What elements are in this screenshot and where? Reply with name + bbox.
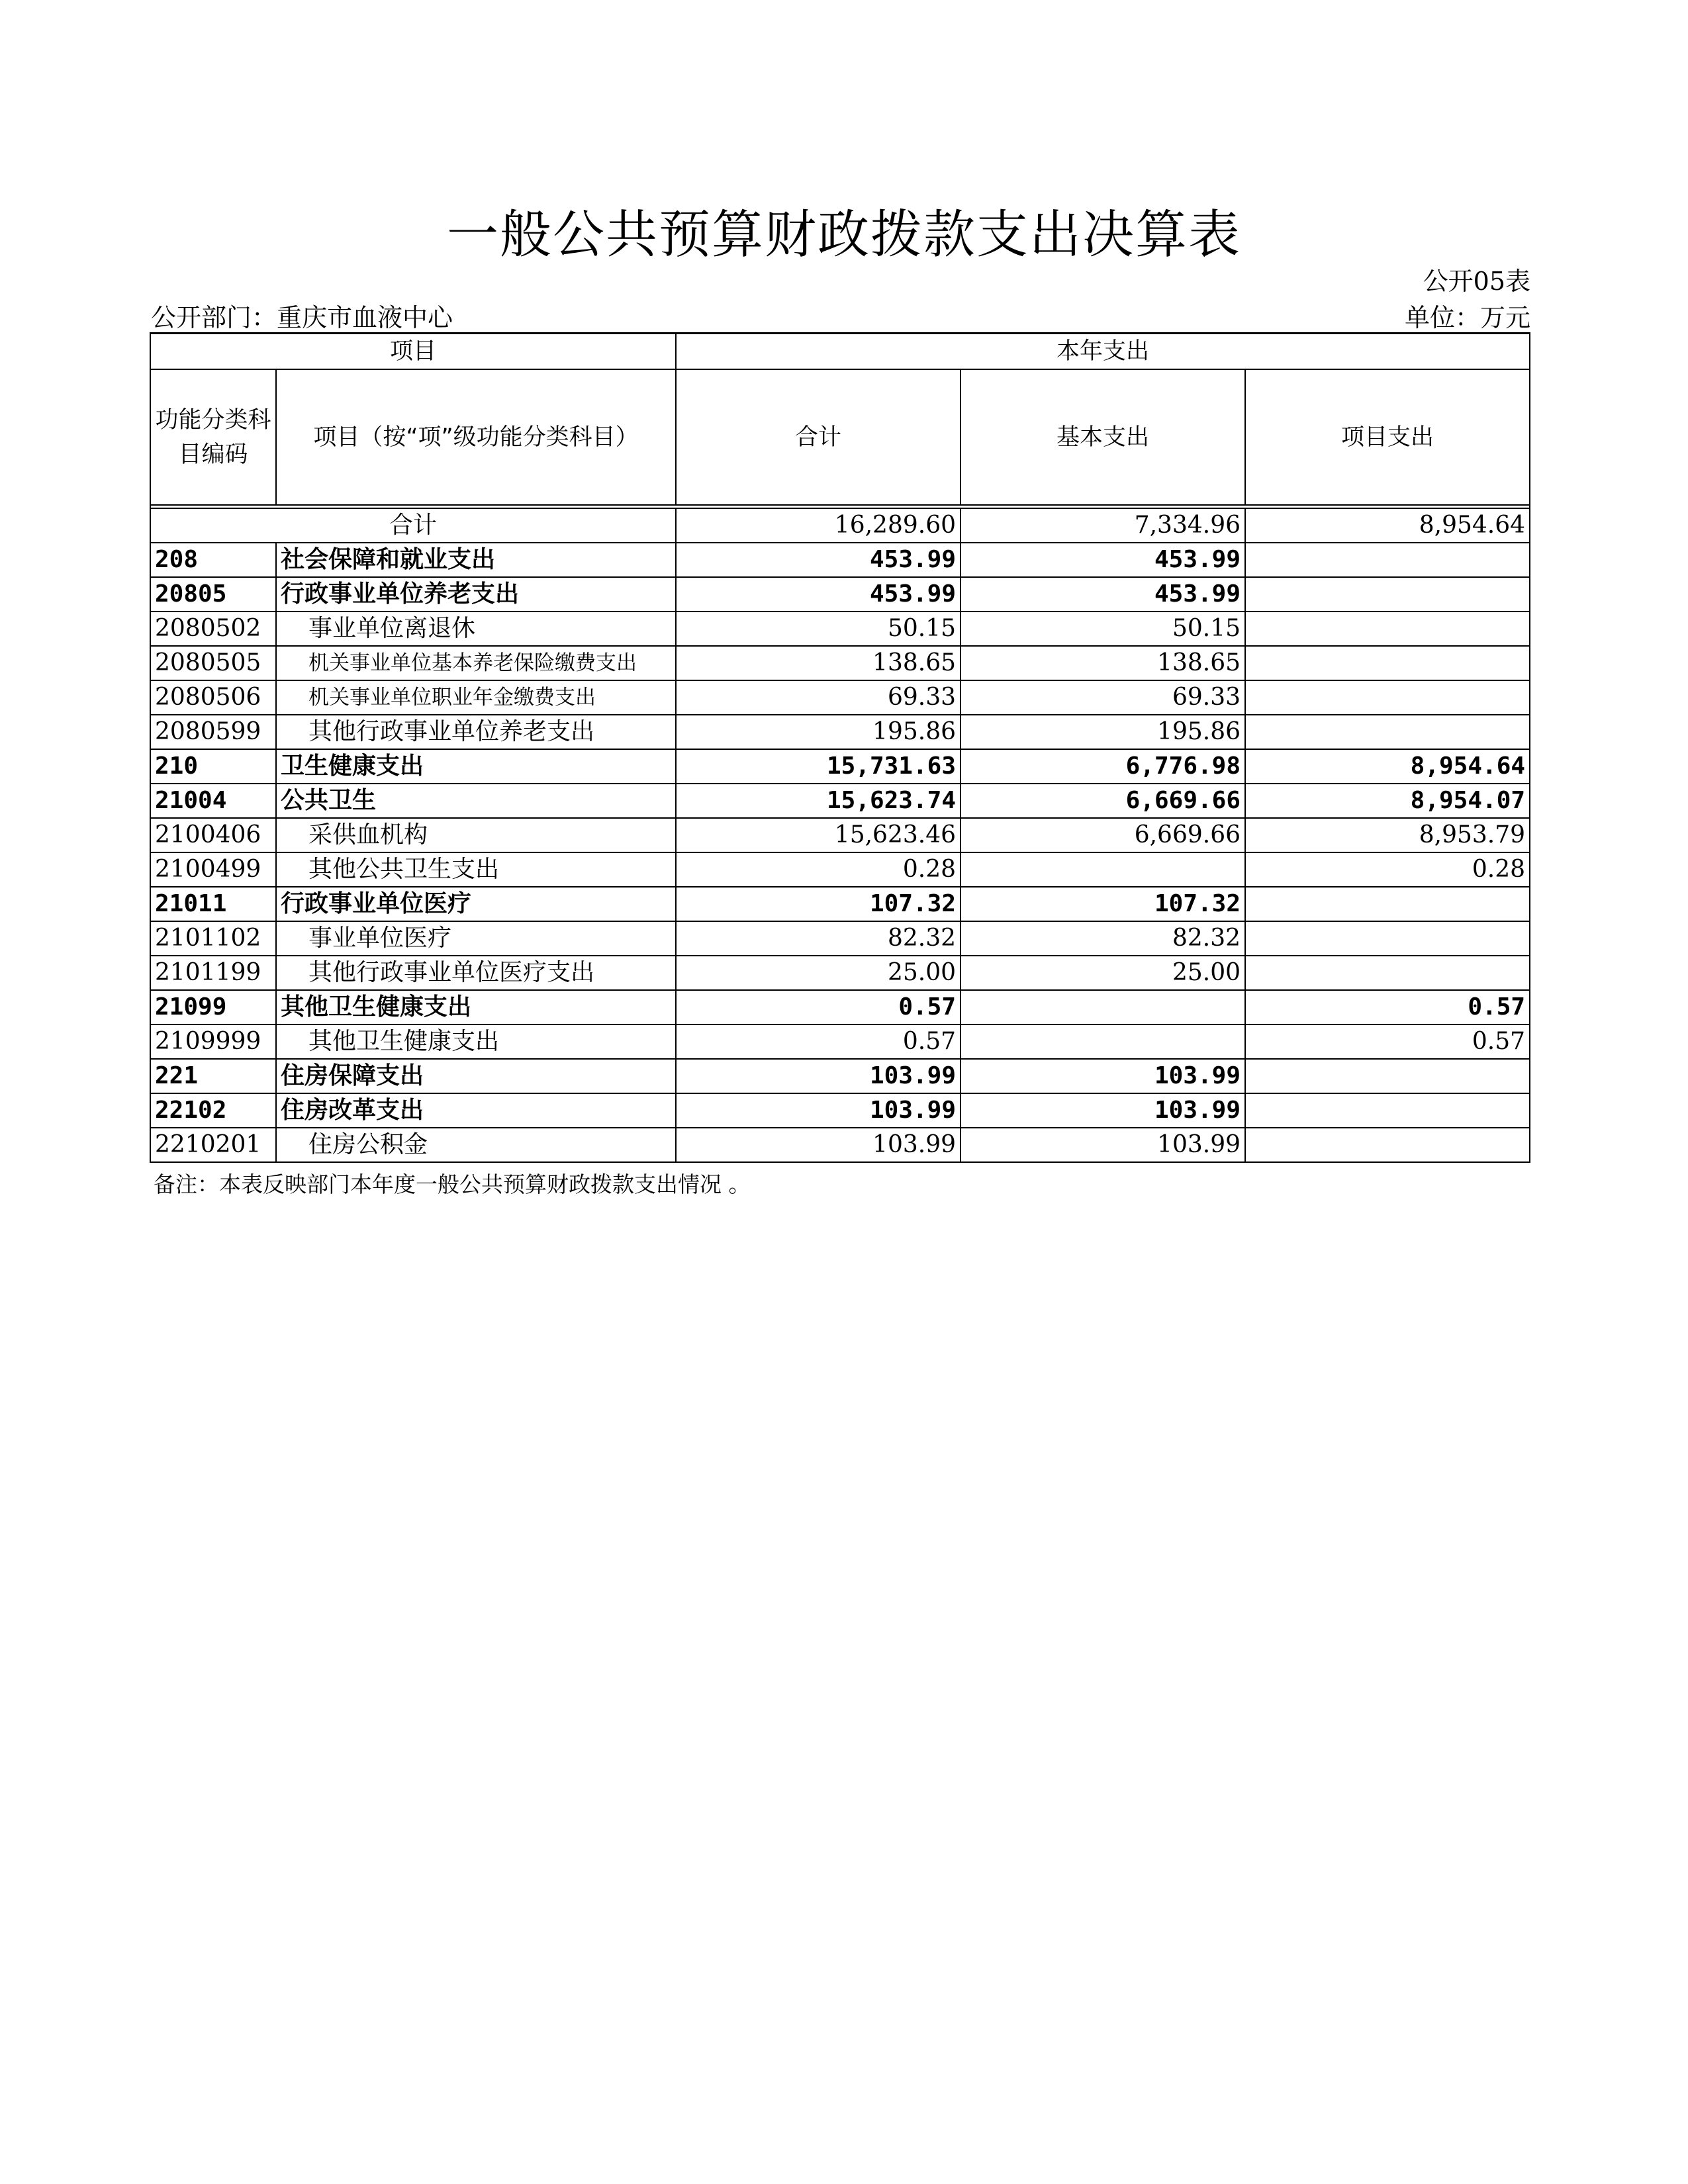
- row-name: 事业单位医疗: [276, 921, 676, 956]
- row-basic: 103.99: [961, 1128, 1245, 1162]
- row-code: 2101102: [150, 921, 276, 956]
- row-total: 69.33: [676, 680, 961, 715]
- row-name: 住房保障支出: [276, 1059, 676, 1093]
- header-basic: 基本支出: [961, 369, 1245, 505]
- row-total: 50.15: [676, 612, 961, 646]
- page-title: 一般公共预算财政拨款支出决算表: [446, 205, 1241, 265]
- table-row: [150, 956, 1530, 990]
- row-total: 0.57: [676, 1024, 961, 1059]
- table-row: [150, 784, 1530, 818]
- row-basic: 453.99: [961, 543, 1245, 577]
- header-code: 功能分类科目编码: [150, 369, 276, 505]
- row-total: 195.86: [676, 715, 961, 749]
- header-name: 项目（按“项”级功能分类科目）: [276, 369, 676, 505]
- table-row: [150, 1059, 1530, 1093]
- row-code: 2109999: [150, 1024, 276, 1059]
- row-basic: 6,669.66: [961, 784, 1245, 818]
- row-name: 机关事业单位职业年金缴费支出: [276, 680, 676, 715]
- row-name: 采供血机构: [276, 818, 676, 852]
- row-basic: 69.33: [961, 680, 1245, 715]
- table-row: [150, 852, 1530, 887]
- total-label: 合计: [150, 508, 676, 543]
- table-row: [150, 818, 1530, 852]
- row-code: 210: [150, 749, 276, 784]
- row-project: [1245, 1059, 1530, 1093]
- table-row: [150, 680, 1530, 715]
- row-code: 2210201: [150, 1128, 276, 1162]
- row-name: 其他卫生健康支出: [276, 990, 676, 1024]
- row-project: 0.57: [1245, 990, 1530, 1024]
- row-project: 8,953.79: [1245, 818, 1530, 852]
- row-code: 2080502: [150, 612, 276, 646]
- row-basic: 50.15: [961, 612, 1245, 646]
- row-project: [1245, 612, 1530, 646]
- row-code: 2101199: [150, 956, 276, 990]
- total-row: [150, 508, 1530, 543]
- total-basic: 7,334.96: [961, 508, 1245, 543]
- department-line: [151, 301, 453, 334]
- row-total: 103.99: [676, 1059, 961, 1093]
- row-name: 行政事业单位医疗: [276, 887, 676, 921]
- table-row: [150, 1093, 1530, 1128]
- row-total: 103.99: [676, 1128, 961, 1162]
- row-code: 20805: [150, 577, 276, 612]
- row-basic: [961, 1024, 1245, 1059]
- row-basic: 107.32: [961, 887, 1245, 921]
- row-name: 行政事业单位养老支出: [276, 577, 676, 612]
- row-code: 22102: [150, 1093, 276, 1128]
- row-total: 0.28: [676, 852, 961, 887]
- row-basic: 25.00: [961, 956, 1245, 990]
- table-row: [150, 646, 1530, 680]
- row-project: [1245, 1093, 1530, 1128]
- footnote: 备注：本表反映部门本年度一般公共预算财政拨款支出情况 。: [154, 1171, 751, 1197]
- total-project: 8,954.64: [1245, 508, 1530, 543]
- row-total: 107.32: [676, 887, 961, 921]
- row-name: 卫生健康支出: [276, 749, 676, 784]
- row-total: 15,731.63: [676, 749, 961, 784]
- row-basic: [961, 852, 1245, 887]
- row-code: 208: [150, 543, 276, 577]
- row-code: 21004: [150, 784, 276, 818]
- unit-line: [1405, 301, 1530, 334]
- row-total: 25.00: [676, 956, 961, 990]
- row-project: [1245, 646, 1530, 680]
- row-code: 21099: [150, 990, 276, 1024]
- table-row: [150, 1128, 1530, 1162]
- form-number: 公开05表: [1423, 267, 1530, 296]
- row-basic: 82.32: [961, 921, 1245, 956]
- table-row: [150, 715, 1530, 749]
- row-total: 103.99: [676, 1093, 961, 1128]
- table-row: [150, 612, 1530, 646]
- row-project: [1245, 887, 1530, 921]
- row-total: 15,623.46: [676, 818, 961, 852]
- row-name: 其他行政事业单位养老支出: [276, 715, 676, 749]
- total-sum: 16,289.60: [676, 508, 961, 543]
- department-label: 公开部门：: [151, 303, 277, 332]
- table-row: [150, 921, 1530, 956]
- row-name: 其他卫生健康支出: [276, 1024, 676, 1059]
- row-project: [1245, 543, 1530, 577]
- row-code: 2080599: [150, 715, 276, 749]
- header-total: 合计: [676, 369, 961, 505]
- row-project: 8,954.07: [1245, 784, 1530, 818]
- row-name: 机关事业单位基本养老保险缴费支出: [276, 646, 676, 680]
- row-total: 453.99: [676, 543, 961, 577]
- row-basic: 138.65: [961, 646, 1245, 680]
- row-code: 2080506: [150, 680, 276, 715]
- row-name: 公共卫生: [276, 784, 676, 818]
- row-project: 0.57: [1245, 1024, 1530, 1059]
- header-current-year: 本年支出: [676, 334, 1530, 370]
- row-total: 15,623.74: [676, 784, 961, 818]
- table-row: [150, 990, 1530, 1024]
- row-name: 事业单位离退休: [276, 612, 676, 646]
- unit-label: 单位：: [1404, 303, 1480, 332]
- row-code: 221: [150, 1059, 276, 1093]
- row-total: 0.57: [676, 990, 961, 1024]
- unit-value: 万元: [1479, 303, 1530, 332]
- row-name: 住房公积金: [276, 1128, 676, 1162]
- row-name: 其他公共卫生支出: [276, 852, 676, 887]
- header-project-expense: 项目支出: [1245, 369, 1530, 505]
- row-project: [1245, 921, 1530, 956]
- row-code: 2080505: [150, 646, 276, 680]
- table-row: [150, 577, 1530, 612]
- row-name: 住房改革支出: [276, 1093, 676, 1128]
- row-total: 138.65: [676, 646, 961, 680]
- header-project: 项目: [150, 334, 676, 370]
- department-name: 重庆市血液中心: [277, 303, 453, 332]
- table-row: [150, 749, 1530, 784]
- row-project: [1245, 577, 1530, 612]
- row-basic: 6,776.98: [961, 749, 1245, 784]
- row-code: 21011: [150, 887, 276, 921]
- row-basic: 103.99: [961, 1093, 1245, 1128]
- row-basic: 6,669.66: [961, 818, 1245, 852]
- row-basic: 453.99: [961, 577, 1245, 612]
- row-project: 0.28: [1245, 852, 1530, 887]
- row-total: 453.99: [676, 577, 961, 612]
- row-project: [1245, 1128, 1530, 1162]
- row-basic: 103.99: [961, 1059, 1245, 1093]
- row-basic: [961, 990, 1245, 1024]
- row-total: 82.32: [676, 921, 961, 956]
- row-name: 其他行政事业单位医疗支出: [276, 956, 676, 990]
- expenditure-table: [150, 332, 1530, 1163]
- row-name: 社会保障和就业支出: [276, 543, 676, 577]
- row-code: 2100499: [150, 852, 276, 887]
- row-project: [1245, 956, 1530, 990]
- row-project: [1245, 680, 1530, 715]
- row-code: 2100406: [150, 818, 276, 852]
- table-row: [150, 887, 1530, 921]
- table-row: [150, 1024, 1530, 1059]
- row-basic: 195.86: [961, 715, 1245, 749]
- row-project: [1245, 715, 1530, 749]
- table-row: [150, 543, 1530, 577]
- row-project: 8,954.64: [1245, 749, 1530, 784]
